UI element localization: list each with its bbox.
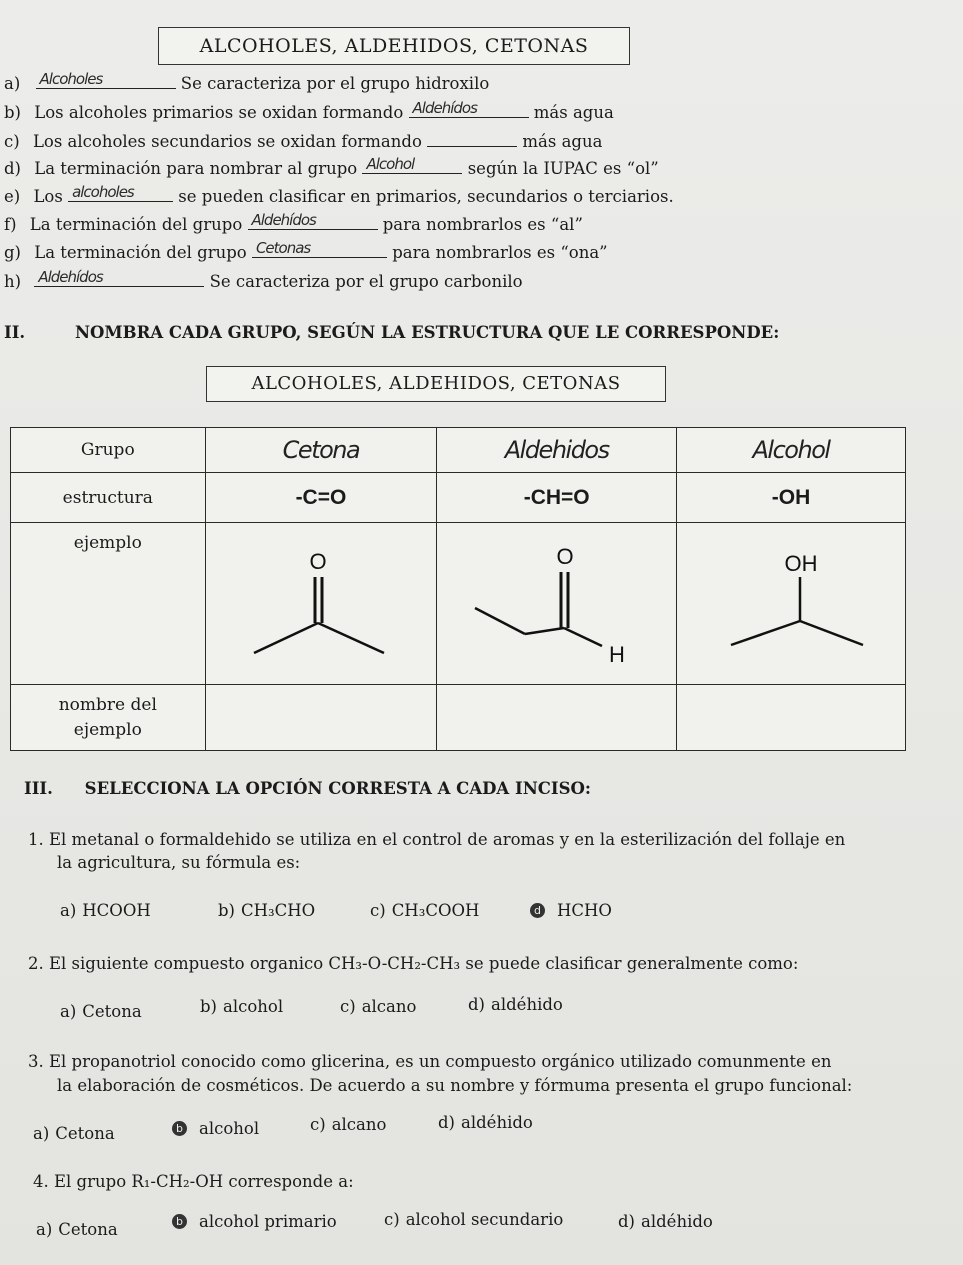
selected-mark: b	[172, 1214, 187, 1229]
item-letter: e)	[4, 187, 21, 206]
option-text: Cetona	[55, 1124, 115, 1143]
item-text: se pueden clasificar en primarios, secundarios o terciarios.	[173, 187, 674, 206]
q2-option-d[interactable]	[468, 995, 563, 1014]
option-letter: c)	[340, 997, 356, 1016]
q2-option-c[interactable]	[340, 997, 416, 1016]
row-label-ejemplo: ejemplo	[11, 523, 206, 685]
answer-blank[interactable]	[34, 269, 204, 287]
option-letter: c)	[370, 901, 386, 920]
item-text: Se caracteriza por el grupo carbonilo	[204, 272, 523, 291]
item-letter: g)	[4, 243, 21, 262]
option-text: alcohol primario	[199, 1212, 337, 1231]
header-title: ALCOHOLES, ALDEHIDOS, CETONAS	[199, 35, 589, 57]
option-text: Cetona	[82, 1002, 142, 1021]
q4-option-c[interactable]	[384, 1210, 563, 1229]
handwritten-answer: Aldehidos	[504, 436, 609, 464]
q2-option-b[interactable]	[200, 997, 283, 1016]
cell-estructura-aldehido	[437, 473, 677, 523]
option-text: HCHO	[557, 901, 612, 920]
oxygen-label: O	[309, 548, 327, 574]
handwritten-answer: Alcoholes	[39, 70, 103, 88]
structure-formula: -OH	[771, 485, 811, 509]
propanal-structure	[467, 534, 647, 674]
cell-ejemplo-cetona	[205, 523, 437, 685]
option-letter: b)	[200, 997, 217, 1016]
question-1-line1: 1. El metanal o formaldehido se utiliza en el control de aromas y en la esterilización del follaje en	[28, 830, 846, 849]
item-text: para nombrarlos es “ona”	[386, 243, 608, 262]
answer-blank[interactable]	[36, 71, 176, 89]
q4-option-a[interactable]	[36, 1220, 118, 1239]
hydrogen-label: H	[608, 641, 625, 667]
option-text: CH₃CHO	[241, 901, 316, 920]
item-g	[4, 240, 608, 262]
question-4-line1: 4. El grupo R₁-CH₂-OH corresponde a:	[33, 1172, 354, 1191]
item-text: según la IUPAC es “ol”	[462, 159, 659, 178]
item-b	[4, 100, 614, 122]
q3-option-c[interactable]	[310, 1115, 386, 1134]
item-letter: h)	[4, 272, 22, 291]
option-text: CH₃COOH	[391, 901, 480, 920]
isopropanol-structure	[691, 539, 891, 669]
answer-blank[interactable]	[409, 100, 529, 118]
q2-option-a[interactable]	[60, 1002, 142, 1021]
q1-option-d-selected[interactable]	[530, 901, 612, 920]
functional-group-table	[10, 427, 906, 751]
question-1-line2: la agricultura, su fórmula es:	[57, 853, 301, 872]
q1-option-a[interactable]	[60, 901, 151, 920]
cell-grupo-alcohol[interactable]	[677, 428, 906, 473]
item-h	[4, 269, 523, 291]
q3-option-a[interactable]	[33, 1124, 115, 1143]
q1-option-c[interactable]	[370, 901, 479, 920]
cell-grupo-cetona[interactable]	[205, 428, 437, 473]
option-text: Cetona	[58, 1220, 118, 1239]
cell-nombre-aldehido[interactable]	[437, 685, 677, 751]
item-a	[4, 71, 489, 93]
handwritten-answer: Alcohol	[752, 436, 830, 464]
oxygen-label: O	[556, 543, 574, 569]
option-letter: a)	[36, 1220, 53, 1239]
item-e	[4, 184, 674, 206]
item-letter: c)	[4, 132, 20, 151]
question-2-line1: 2. El siguiente compuesto organico CH₃-O-CH₂-CH₃ se puede clasificar generalmente como:	[28, 954, 799, 973]
table-row-ejemplo	[11, 523, 906, 685]
option-text: alcohol secundario	[405, 1210, 564, 1229]
row-label-estructura: estructura	[11, 473, 206, 523]
option-text: HCOOH	[82, 901, 151, 920]
structure-formula: -CH=O	[523, 485, 590, 509]
option-text: aldéhido	[641, 1212, 713, 1231]
item-text: Se caracteriza por el grupo hidroxilo	[175, 74, 490, 93]
option-letter: d)	[618, 1212, 635, 1231]
handwritten-answer: Cetonas	[255, 239, 311, 257]
option-letter: c)	[310, 1115, 326, 1134]
q3-option-b-selected[interactable]	[172, 1119, 259, 1138]
option-letter: d)	[438, 1113, 455, 1132]
q4-option-d[interactable]	[618, 1212, 713, 1231]
item-f	[4, 212, 583, 234]
handwritten-answer: Aldehídos	[251, 211, 316, 229]
table-row-estructura	[11, 473, 906, 523]
option-text: alcohol	[223, 997, 284, 1016]
item-text: La terminación para nombrar al grupo	[34, 159, 363, 178]
section2-heading	[4, 323, 779, 342]
cell-nombre-alcohol[interactable]	[677, 685, 906, 751]
q3-option-d[interactable]	[438, 1113, 533, 1132]
handwritten-answer: Aldehídos	[38, 268, 103, 286]
row-label-grupo: Grupo	[11, 428, 206, 473]
item-text: para nombrarlos es “al”	[377, 215, 583, 234]
row-label-line: nombre del	[58, 694, 157, 715]
table-row-grupo	[11, 428, 906, 473]
item-letter: f)	[4, 215, 17, 234]
item-letter: b)	[4, 103, 21, 122]
item-text: La terminación del grupo	[34, 243, 252, 262]
option-letter: c)	[384, 1210, 400, 1229]
row-label-nombre	[11, 685, 206, 751]
section-heading-text: SELECCIONA LA OPCIÓN CORRESTA A CADA INCISO:	[84, 779, 591, 798]
answer-blank[interactable]	[68, 184, 173, 202]
selected-mark: d	[530, 903, 545, 918]
handwritten-answer: Aldehídos	[412, 99, 477, 117]
option-letter: d)	[468, 995, 485, 1014]
option-text: alcano	[361, 997, 417, 1016]
option-text: aldéhido	[491, 995, 563, 1014]
item-text: Los	[33, 187, 69, 206]
answer-blank[interactable]	[362, 156, 462, 174]
option-letter: a)	[60, 1002, 77, 1021]
option-text: aldéhido	[461, 1113, 533, 1132]
item-text: Los alcoholes secundarios se oxidan formando	[32, 132, 428, 151]
q1-option-b[interactable]	[218, 901, 315, 920]
option-text: alcohol	[199, 1119, 260, 1138]
item-letter: d)	[4, 159, 21, 178]
item-text: más agua	[528, 103, 614, 122]
table-row-nombre	[11, 685, 906, 751]
handwritten-answer: alcoholes	[72, 183, 134, 201]
item-text: Los alcoholes primarios se oxidan formando	[34, 103, 409, 122]
option-text: alcano	[331, 1115, 387, 1134]
question-3-line2: la elaboración de cosméticos. De acuerdo a su nombre y fórmuma presenta el grupo funcional:	[57, 1076, 853, 1095]
option-letter: a)	[60, 901, 77, 920]
question-3-line1: 3. El propanotriol conocido como glicerina, es un compuesto orgánico utilizado comunmente en	[28, 1052, 832, 1071]
option-letter: a)	[33, 1124, 50, 1143]
section-number: III.	[24, 779, 53, 798]
acetone-structure	[246, 539, 396, 669]
box-title-text: ALCOHOLES, ALDEHIDOS, CETONAS	[251, 373, 621, 394]
item-letter: a)	[4, 74, 21, 93]
selected-mark: b	[172, 1121, 187, 1136]
section2-box-title	[206, 366, 666, 402]
answer-blank[interactable]	[248, 212, 378, 230]
handwritten-answer: Cetona	[282, 436, 360, 464]
cell-grupo-aldehido[interactable]	[437, 428, 677, 473]
cell-estructura-cetona	[205, 473, 437, 523]
item-text: La terminación del grupo	[29, 215, 248, 234]
item-d	[4, 156, 659, 178]
structure-formula: -C=O	[295, 485, 347, 509]
handwritten-answer: Alcohol	[366, 155, 415, 173]
answer-blank[interactable]	[427, 129, 517, 147]
answer-blank[interactable]	[252, 240, 387, 258]
q4-option-b-selected[interactable]	[172, 1212, 337, 1231]
option-letter: b)	[218, 901, 235, 920]
section3-heading	[24, 779, 591, 798]
section-heading-text: NOMBRA CADA GRUPO, SEGÚN LA ESTRUCTURA QUE LE CORRESPONDE:	[74, 323, 780, 342]
cell-estructura-alcohol	[677, 473, 906, 523]
item-c	[4, 129, 602, 151]
header-title-box	[158, 27, 630, 65]
section-number: II.	[4, 323, 26, 342]
item-text: más agua	[517, 132, 603, 151]
cell-ejemplo-aldehido	[437, 523, 677, 685]
hydroxyl-label: OH	[784, 550, 818, 576]
cell-ejemplo-alcohol	[677, 523, 906, 685]
row-label-line: ejemplo	[73, 719, 142, 740]
cell-nombre-cetona[interactable]	[205, 685, 437, 751]
